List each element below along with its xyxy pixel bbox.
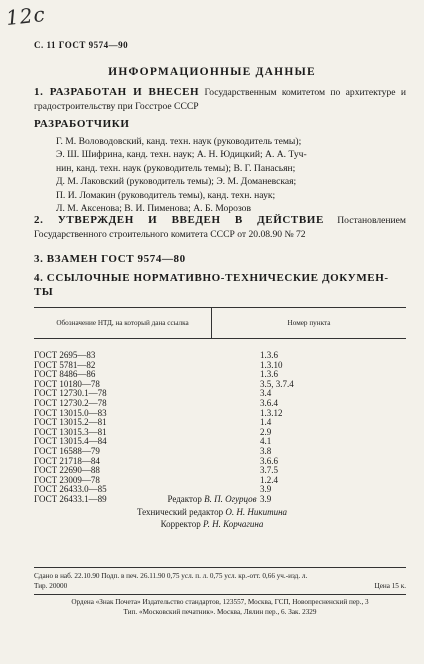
table-cell-clause: 1.3.6 (260, 369, 278, 380)
editorial-staff (0, 493, 424, 531)
section-1-text: Государственным комитетом по архитектуре и градостроительству при Госстрое СССР (34, 87, 406, 112)
handwritten-page-number: 12с (4, 1, 47, 31)
table-cell-document: ГОСТ 26433.1—89 (34, 493, 107, 504)
table-cell-document: ГОСТ 10180—78 (34, 378, 100, 389)
page-header: С. 11 ГОСТ 9574—90 (34, 40, 129, 50)
section-4-heading: 4. ССЫЛОЧНЫЕ НОРМАТИВНО-ТЕХНИЧЕСКИЕ ДОКУМЕН-ТЫ (34, 272, 389, 298)
table-cell-document: ГОСТ 16588—79 (34, 445, 100, 456)
section-3 (34, 253, 406, 267)
page-title: ИНФОРМАЦИОННЫЕ ДАННЫЕ (108, 66, 316, 78)
table-cell-document: ГОСТ 22690—88 (34, 465, 100, 476)
editor-name: В. П. Огурцов (204, 494, 257, 504)
print-run-line (34, 582, 406, 592)
price: Цена 15 к. (374, 581, 406, 590)
publisher-info (34, 598, 406, 617)
section-4 (34, 272, 394, 299)
table-cell-clause: 3.4 (260, 388, 272, 399)
print-data-line: Сдано в наб. 22.10.90 Подп. в печ. 26.11.90 0,75 усл. п. л. 0,75 усл. кр.-отт. 0,66 уч.-изд. л. (34, 572, 308, 580)
table-cell-clause: 3.8 (260, 445, 272, 456)
developers-section (34, 118, 406, 216)
developer-line: Д. М. Лаковский (руководитель темы); Э. М. Доманевская; (56, 176, 297, 187)
table-cell-document: ГОСТ 13015.3—81 (34, 426, 107, 437)
table-cell-clause: 3.6.4 (260, 397, 278, 408)
tech-editor-line (0, 506, 424, 519)
table-header-document: Обозначение НТД, на который дана ссылка (34, 308, 212, 338)
table-cell-document: ГОСТ 13015.2—81 (34, 417, 107, 428)
table-cell-clause: 1.3.10 (260, 359, 283, 370)
table-cell-clause: 1.4 (260, 417, 272, 428)
table-header-clause: Номер пункта (287, 319, 331, 327)
corrector-label: Корректор (160, 519, 201, 529)
section-1 (34, 86, 406, 113)
printer-line: Тип. «Московский печатник». Москва, Лялин пер., 6. Зак. 2329 (123, 607, 317, 616)
corrector-line (0, 518, 424, 531)
table-cell-document: ГОСТ 23009—78 (34, 474, 100, 485)
developer-line: Л. М. Аксенова; В. И. Пименова; А. Б. Морозов (56, 203, 252, 214)
table-cell-clause: 4.1 (260, 436, 272, 447)
references-table (34, 307, 406, 505)
print-run: Тир. 20000 (34, 581, 68, 590)
table-cell-document: ГОСТ 2695—83 (34, 350, 96, 360)
imprint-divider (34, 567, 406, 568)
section-2-text: Постановлением Государственного строительного комитета СССР от 20.08.90 № 72 (34, 215, 406, 240)
table-cell-document: ГОСТ 5781—82 (34, 359, 96, 370)
print-data (34, 572, 406, 591)
table-cell-clause: 1.2.4 (260, 474, 278, 485)
developer-line: нин, канд. техн. наук (руководитель темы); В. Г. Панасьян; (56, 162, 296, 174)
table-cell-document: ГОСТ 13015.0—83 (34, 407, 107, 418)
table-cell-clause: 1.3.6 (260, 350, 278, 360)
table-cell-clause: 3.9 (260, 484, 272, 495)
table-cell-document: ГОСТ 21718—84 (34, 455, 100, 466)
editor-label: Редактор (167, 494, 202, 504)
developers-list (34, 135, 406, 216)
section-3-heading: 3. ВЗАМЕН ГОСТ 9574—80 (34, 253, 186, 265)
developer-line: Э. Ш. Шифрина, канд. техн. наук; А. Н. Юдицкий; А. А. Туч- (56, 149, 307, 160)
table-cell-clause: 1.3.12 (260, 407, 283, 418)
developers-heading: РАЗРАБОТЧИКИ (34, 118, 130, 130)
developer-line: Г. М. Воловодовский, канд. техн. наук (руководитель темы); (56, 135, 302, 147)
developer-line: П. И. Ломакин (руководитель темы), канд. техн. наук; (56, 189, 276, 201)
table-cell-document: ГОСТ 13015.4—84 (34, 436, 107, 447)
editor-line (0, 493, 424, 506)
table-cell-clause: 3.5, 3.7.4 (260, 378, 294, 389)
tech-editor-name: О. Н. Никитина (225, 506, 288, 517)
table-cell-clause: 3.9 (260, 493, 272, 504)
table-header (34, 307, 406, 339)
section-2-heading: 2. УТВЕРЖДЕН И ВВЕДЕН В ДЕЙСТВИЕ (34, 214, 324, 226)
publisher-line: Ордена «Знак Почета» Издательство стандартов, 123557, Москва, ГСП, Новопресненский пер., 3 (71, 598, 369, 606)
publisher-divider (34, 594, 406, 595)
table-cell-clause: 3.6.6 (260, 455, 278, 466)
section-1-heading: 1. РАЗРАБОТАН И ВНЕСЕН (34, 86, 200, 98)
table-cell-clause: 2.9 (260, 426, 272, 437)
table-cell-document: ГОСТ 26433.0—85 (34, 484, 107, 495)
table-body (34, 351, 406, 505)
table-cell-document: ГОСТ 12730.1—78 (34, 388, 107, 399)
table-cell-clause: 3.7.5 (260, 465, 278, 476)
tech-editor-label: Технический редактор (136, 506, 224, 517)
section-2 (34, 214, 406, 241)
table-cell-document: ГОСТ 12730.2—78 (34, 397, 107, 408)
table-cell-document: ГОСТ 8486—86 (34, 369, 96, 380)
corrector-name: Р. Н. Корчагина (202, 519, 264, 529)
